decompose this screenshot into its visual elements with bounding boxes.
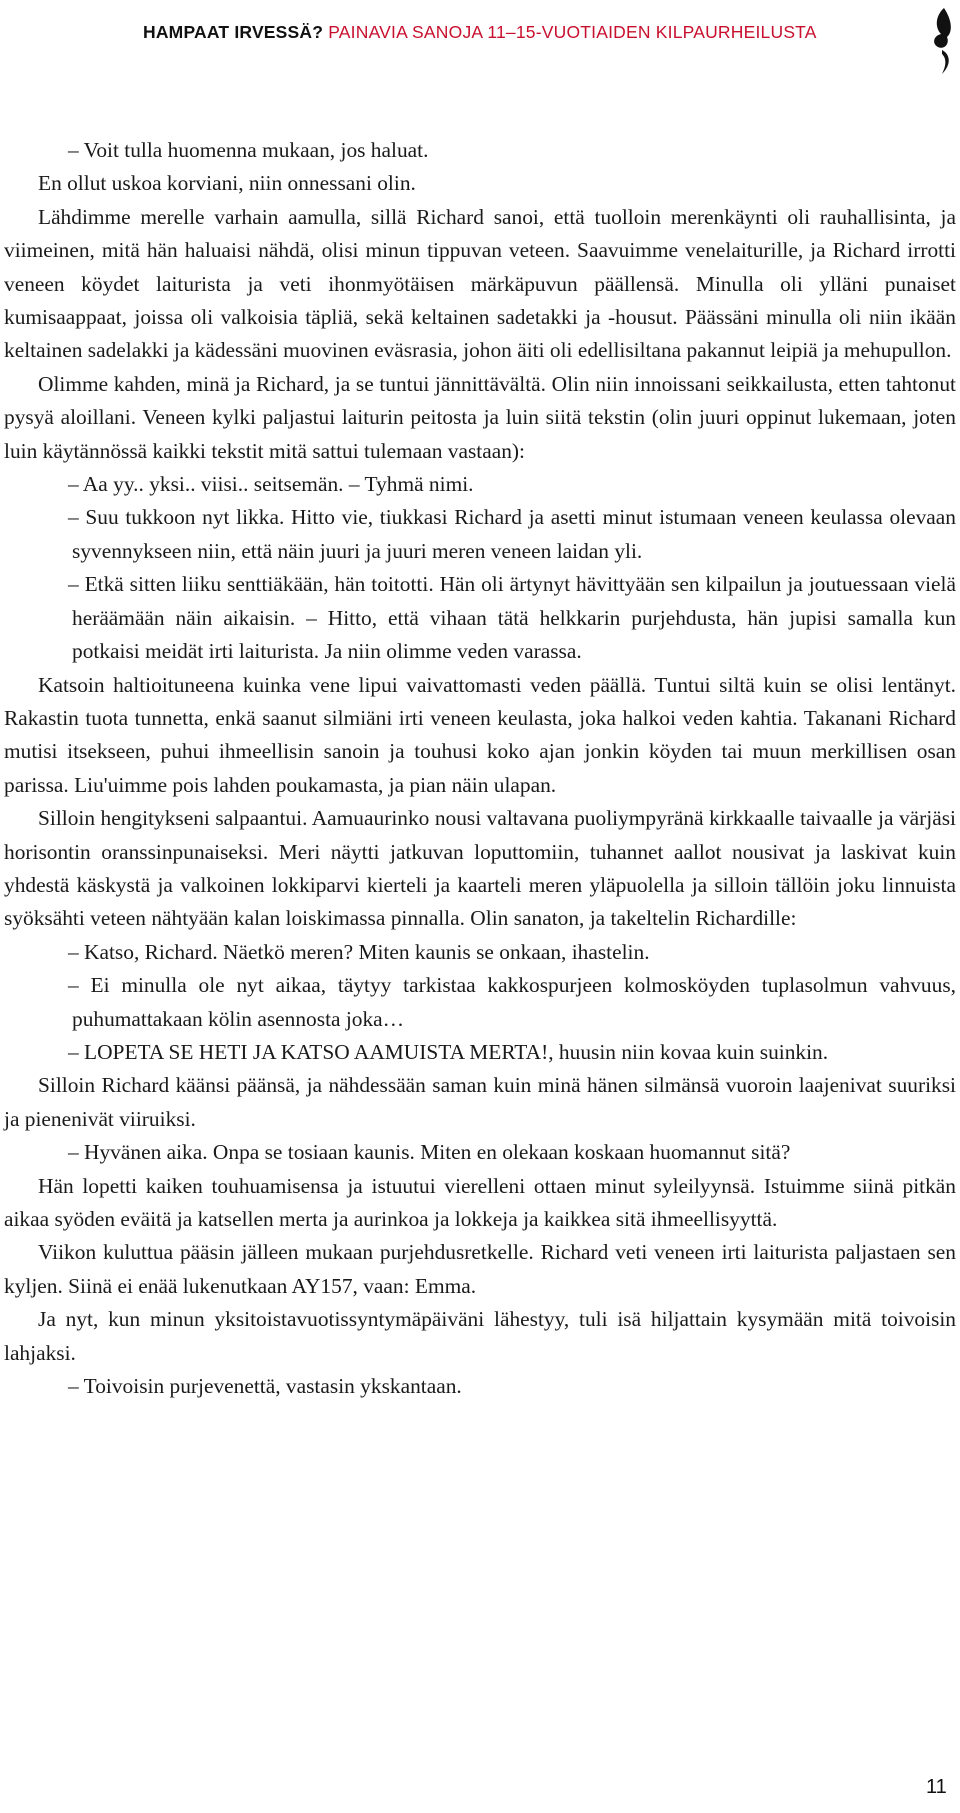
paragraph: Silloin hengitykseni salpaantui. Aamuaurinko nousi valtavana puoliympyränä kirkkaalle taivaalle ja värjäsi horisontin oranssinpunaiseksi. Meri näytti jatkuvan loputtomiin, tuhannet aallot nousivat ja laskivat kuin yhdestä käskystä ja valkoinen lokkiparvi kierteli ja kaarteli meren yläpuolella ja silloin tällöin joku linnuista syöksähti veteen nähtyään kalan loiskimassa pinnalla. Olin sanaton, ja takeltelin Richardille: [4, 806, 956, 931]
paragraph: Hän lopetti kaiken touhuamisensa ja istuutui vierelleni ottaen minut syleilyynsä. Istuimme siinä pitkän aikaa syöden eväitä ja katsellen merta ja aurinkoa ja lokkeja ja kaikkea sitä ihmeellisyyttä. [4, 1173, 956, 1231]
dialogue-paragraph: – Aa yy.. yksi.. viisi.. seitsemän. – Tyhmä nimi. [68, 472, 474, 497]
dialogue-paragraph: – Toivoisin purjevenettä, vastasin ykskantaan. [68, 1374, 462, 1399]
book-title: HAMPAAT IRVESSÄ? [143, 22, 324, 42]
comma-quote-logo-icon [930, 6, 954, 76]
dialogue-paragraph: – LOPETA SE HETI JA KATSO AAMUISTA MERTA!, huusin niin kovaa kuin suinkin. [68, 1039, 829, 1064]
dialogue-paragraph: – Hyvänen aika. Onpa se tosiaan kaunis. Miten en olekaan koskaan huomannut sitä? [68, 1140, 791, 1165]
story-text [4, 134, 956, 1403]
dialogue-paragraph: – Ei minulla ole nyt aikaa, täytyy tarkistaa kakkospurjeen kolmosköyden tuplasolmun vahvuus, puhumattakaan kölin asennosta joka… [68, 973, 956, 1031]
paragraph: En ollut uskoa korviani, niin onnessani olin. [38, 171, 416, 196]
paragraph: Katsoin haltioituneena kuinka vene lipui vaivattomasti veden päällä. Tuntui siltä kuin se olisi lentänyt. Rakastin tuota tunnetta, enkä saanut silmiäni irti veneen keulasta, joka halkoi veden kahtia. Takanani Richard mutisi itsekseen, puhui ihmeellisin sanoin ja touhusi koko ajan jonkin köyden tai muun merkillisen osan parissa. Liu'uimme pois lahden poukamasta, ja pian näin ulapan. [4, 672, 956, 797]
dialogue-paragraph: – Suu tukkoon nyt likka. Hitto vie, tiukkasi Richard ja asetti minut istumaan veneen keulassa olevaan syvennykseen niin, että näin juuri ja juuri meren veneen laidan yli. [68, 505, 956, 563]
paragraph: Silloin Richard käänsi päänsä, ja nähdessään saman kuin minä hänen silmänsä vuoroin laajenivat suuriksi ja pienenivät viiruiksi. [4, 1073, 956, 1131]
dialogue-paragraph: – Katso, Richard. Näetkö meren? Miten kaunis se onkaan, ihastelin. [68, 939, 650, 964]
dialogue-paragraph: – Voit tulla huomenna mukaan, jos haluat. [68, 138, 429, 162]
running-header [143, 22, 817, 43]
page-number: 11 [926, 1776, 947, 1798]
paragraph: Lähdimme merelle varhain aamulla, sillä Richard sanoi, että tuolloin merenkäynti oli rauhallisinta, ja viimeinen, mitä hän haluaisi nähdä, olisi minun tippuvan veteen. Saavuimme venelaiturille, ja Richard irrotti veneen köydet laiturista ja veti ihonmyötäisen märkäpuvun päällensä. Minulla oli ylläni punaiset kumisaappaat, joissa oli valkoisia täpliä, sekä keltainen sadetakki ja -housut. Päässäni minulla oli niin ikään keltainen sadelakki ja kädessäni muovinen eväsrasia, johon äiti oli edellisiltana pakannut leipiä ja mehupullon. [4, 204, 956, 363]
paragraph: Viikon kuluttua pääsin jälleen mukaan purjehdusretkelle. Richard veti veneen irti laiturista paljastaen sen kyljen. Siinä ei enää lukenutkaan AY157, vaan: Emma. [4, 1240, 956, 1298]
dialogue-paragraph: – Etkä sitten liiku senttiäkään, hän toitotti. Hän oli ärtynyt hävittyään sen kilpailun ja joutuessaan vielä heräämään näin aikaisin. – Hitto, että vihaan tätä helkkarin purjehdusta, hän jupisi samalla kun potkaisi meidät irti laiturista. Ja niin olimme veden varassa. [68, 572, 956, 664]
book-subtitle: PAINAVIA SANOJA 11–15-VUOTIAIDEN KILPAURHEILUSTA [328, 22, 817, 42]
paragraph: Olimme kahden, minä ja Richard, ja se tuntui jännittävältä. Olin niin innoissani seikkailusta, etten tahtonut pysyä aloillani. Veneen kylki paljastui laiturin peitosta ja luin siitä tekstin (olin juuri oppinut lukemaan, joten luin käytännössä kaikki tekstit mitä sattui tulemaan vastaan): [4, 371, 956, 463]
paragraph: Ja nyt, kun minun yksitoistavuotissyntymäpäiväni lähestyy, tuli isä hiljattain kysymään mitä toivoisin lahjaksi. [4, 1307, 956, 1365]
